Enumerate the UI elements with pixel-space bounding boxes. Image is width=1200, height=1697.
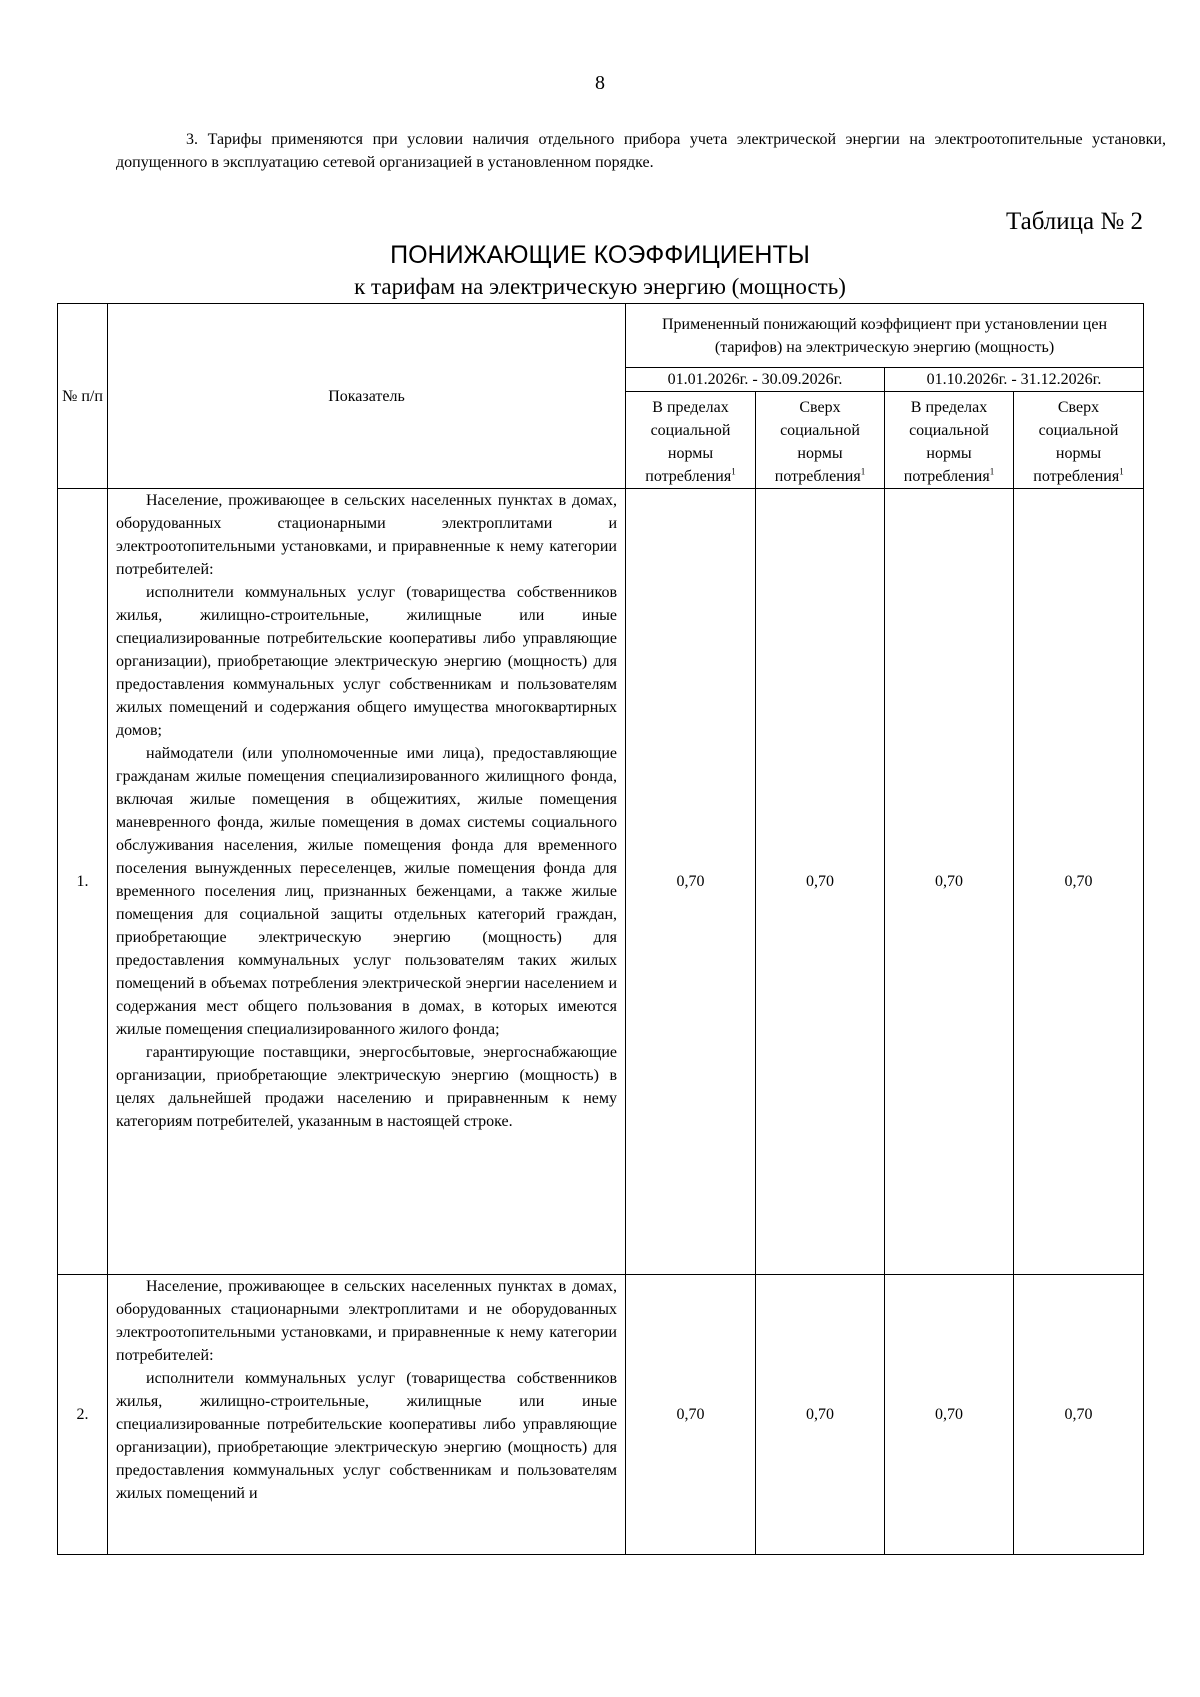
table-row [58, 489, 1144, 1275]
row-value: 0,70 [626, 1275, 756, 1555]
row-description: Население, проживающее в сельских населенных пунктах в домах, оборудованных стационарными электроплитами и электроотопительными установками, и приравненные к нему категории потребителей: исполнители коммунальных услуг (товарищества собственников жилья, жилищно-строительные, жилищные или иные специализированные потребительские кооперативы либо управляющие организации), приобретающие электрическую энергию (мощность) для предоставления коммунальных услуг собственникам и пользователям жилых помещений и содержания общего имущества многоквартирных домов; наймодатели (или уполномоченные ими лица), предоставляющие гражданам жилые помещения специализированного жилищного фонда, включая жилые помещения в общежитиях, жилые помещения маневренного фонда, жилые помещения в домах системы социального обслуживания населения, жилые помещения фонда для временного поселения вынужденных переселенцев, жилые помещения фонда для временного поселения лиц, признанных беженцами, а также жилые помещения для социальной защиты отдельных категорий граждан, приобретающие электрическую энергию (мощность) для предоставления коммунальных услуг пользователям таких жилых помещений в объемах потребления электрической энергии населением и содержания мест общего пользования в домах, в которых имеются жилые помещения специализированного жилого фонда; гарантирующие поставщики, энергосбытовые, энергоснабжающие организации, приобретающие электрическую энергию (мощность) в целях дальнейшей продажи населению и приравненным к нему категориям потребителей, указанным в настоящей строке. [108, 489, 626, 1275]
header-within-norm-1: В пределах социальной нормы потребления$^1$ [626, 392, 756, 489]
header-within-norm-2: В пределах социальной нормы потребления$^1$ [885, 392, 1014, 489]
table-subtitle: к тарифам на электрическую энергию (мощность) [354, 274, 846, 299]
header-num: № п/п [58, 304, 108, 489]
table-title: ПОНИЖАЮЩИЕ КОЭФФИЦИЕНТЫ [390, 241, 810, 269]
row-value: 0,70 [1014, 489, 1144, 1275]
header-above-norm-1: Сверх социальной нормы потребления$^1$ [756, 392, 885, 489]
header-indicator: Показатель [108, 304, 626, 489]
row-value: 0,70 [885, 489, 1014, 1275]
row-number: 1. [58, 489, 108, 1275]
row-value: 0,70 [756, 1275, 885, 1555]
row-value: 0,70 [1014, 1275, 1144, 1555]
table-label: Таблица № 2 [1005, 208, 1143, 235]
page-number: 8 [595, 72, 605, 94]
row-number: 2. [58, 1275, 108, 1555]
row-description: Население, проживающее в сельских населенных пунктах в домах, оборудованных стационарными электроплитами и не оборудованных электроотопительными установками, и приравненные к нему категории потребителей: исполнители коммунальных услуг (товарищества собственников жилья, жилищно-строительные, жилищные или иные специализированные потребительские кооперативы либо управляющие организации), приобретающие электрическую энергию (мощность) для предоставления коммунальных услуг собственникам и пользователям жилых помещений и [108, 1275, 626, 1555]
row-value: 0,70 [626, 489, 756, 1275]
note-paragraph [116, 128, 1166, 174]
header-applied-coefficient: Примененный понижающий коэффициент при установлении цен (тарифов) на электрическую энергию (мощность) [626, 304, 1144, 368]
header-above-norm-2: Сверх социальной нормы потребления$^1$ [1014, 392, 1144, 489]
table-row [58, 1275, 1144, 1555]
row-value: 0,70 [756, 489, 885, 1275]
header-period-2: 01.10.2026г. - 31.12.2026г. [885, 368, 1144, 392]
coefficients-table [57, 303, 1144, 1555]
row-value: 0,70 [885, 1275, 1014, 1555]
header-period-1: 01.01.2026г. - 30.09.2026г. [626, 368, 885, 392]
note-text: 3. Тарифы применяются при условии наличия отдельного прибора учета электрической энергии на электроотопительные установки, допущенного в эксплуатацию сетевой организацией в установленном порядке. [116, 131, 1166, 171]
